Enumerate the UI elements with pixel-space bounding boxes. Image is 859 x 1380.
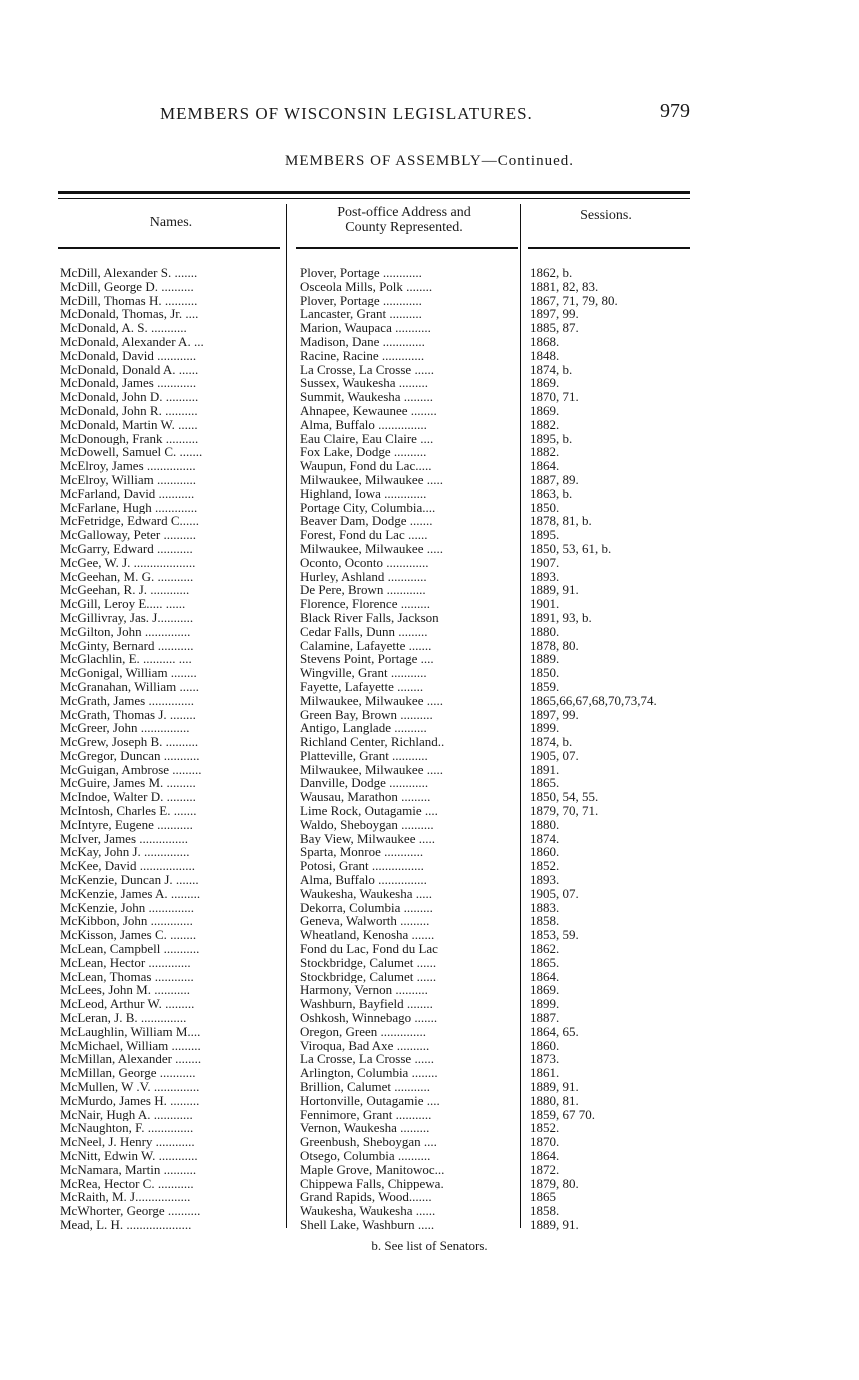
member-name: McKay, John J. .............. [60, 845, 190, 860]
sessions-value: 1859, 67 70. [530, 1107, 595, 1122]
post-office-address: Cedar Falls, Dunn ......... [300, 624, 428, 639]
table-row [58, 1218, 698, 1232]
table-row [58, 528, 698, 542]
sessions-value: 1873. [530, 1052, 560, 1067]
post-office-address: Fennimore, Grant ........... [300, 1107, 432, 1122]
footnote: b. See list of Senators. [371, 1238, 488, 1253]
post-office-address: Portage City, Columbia.... [300, 500, 436, 515]
post-office-address: Alma, Buffalo ............... [300, 873, 427, 887]
top-rule-thick [58, 191, 690, 194]
sessions-value: 1859. [530, 679, 560, 694]
sessions-value: 1889, 91. [530, 1080, 579, 1094]
post-office-address: Wingville, Grant ........... [300, 666, 427, 680]
sessions-value: 1897, 99. [530, 707, 579, 722]
sessions-value: 1889, 91. [530, 583, 579, 598]
table-row [58, 832, 698, 846]
table-row [58, 818, 698, 832]
member-name: McIver, James ............... [60, 831, 189, 846]
member-name: McKenzie, Duncan J. ....... [60, 873, 199, 887]
post-office-address: Greenbush, Sheboygan .... [300, 1135, 437, 1149]
member-name: McGrew, Joseph B. .......... [60, 735, 199, 749]
post-office-address: Milwaukee, Milwaukee ..... [300, 472, 443, 487]
post-office-address: Lime Rock, Outagamie .... [300, 804, 438, 818]
post-office-address: Waukesha, Waukesha ..... [300, 886, 432, 901]
table-row [58, 873, 698, 887]
sessions-value: 1889, 91. [530, 1217, 579, 1232]
sessions-value: 1862, b. [530, 266, 573, 280]
post-office-address: Milwaukee, Milwaukee ..... [300, 541, 443, 556]
member-name: McKenzie, John .............. [60, 900, 194, 915]
post-office-address: Lancaster, Grant .......... [300, 307, 422, 322]
table-row [58, 1121, 698, 1135]
table-row [58, 294, 698, 308]
table-row [58, 611, 698, 625]
member-name: McGuigan, Ambrose ......... [60, 762, 202, 777]
member-name: McMurdo, James H. ......... [60, 1093, 200, 1108]
sessions-value: 1882. [530, 417, 560, 432]
section-title: MEMBERS OF ASSEMBLY—Continued. [285, 153, 574, 169]
member-name: McDonald, David ............ [60, 348, 197, 363]
table-row [58, 735, 698, 749]
sessions-value: 1850, 53, 61, b. [530, 541, 612, 556]
table-row [58, 307, 698, 321]
table-row [58, 956, 698, 970]
sessions-header-underline [528, 247, 690, 249]
table-row [58, 1149, 698, 1163]
member-name: McWhorter, George .......... [60, 1204, 201, 1218]
member-name: McFarland, David ........... [60, 486, 195, 501]
post-office-address: Arlington, Columbia ........ [300, 1066, 438, 1081]
table-row [58, 845, 698, 859]
table-row [58, 570, 698, 584]
member-name: McLean, Hector ............. [60, 955, 191, 970]
member-name: McDonald, James ............ [60, 376, 197, 391]
column-header-post-office [288, 205, 520, 235]
post-office-address: Maple Grove, Manitowoc... [300, 1162, 445, 1177]
member-name: McMillan, George ........... [60, 1066, 196, 1081]
table-row [58, 859, 698, 873]
post-office-address: Sparta, Monroe ............ [300, 845, 424, 860]
table-row [58, 708, 698, 722]
sessions-value: 1889. [530, 652, 560, 667]
member-name: McDill, Thomas H. .......... [60, 293, 198, 308]
table-row [58, 583, 698, 597]
table-row [58, 1025, 698, 1039]
sessions-value: 1869. [530, 376, 560, 391]
table-row [58, 1039, 698, 1053]
sessions-value: 1905, 07. [530, 886, 579, 901]
member-name: McElroy, William ............ [60, 472, 196, 487]
post-office-address: Viroqua, Bad Axe .......... [300, 1038, 430, 1053]
table-row [58, 514, 698, 528]
sessions-value: 1874, b. [530, 735, 573, 749]
post-office-address: Fox Lake, Dodge .......... [300, 445, 427, 460]
sessions-value: 1883. [530, 900, 560, 915]
member-name: McKisson, James C. ........ [60, 928, 197, 943]
table-row [58, 1163, 698, 1177]
post-office-address: Oconto, Oconto ............. [300, 555, 429, 570]
post-office-address: Ahnapee, Kewaunee ........ [300, 403, 437, 418]
table-row [58, 997, 698, 1011]
member-name: McNitt, Edwin W. ............ [60, 1149, 198, 1163]
table-row [58, 776, 698, 790]
running-head [160, 100, 690, 128]
sessions-value: 1895, b. [530, 431, 573, 446]
post-office-address: Summit, Waukesha ......... [300, 390, 434, 404]
sessions-value: 1850. [530, 666, 560, 680]
post-office-address: Brillion, Calumet ........... [300, 1080, 430, 1094]
post-office-address: Black River Falls, Jackson [300, 610, 439, 625]
post-office-address: Forest, Fond du Lac ...... [300, 528, 428, 542]
table-row [58, 280, 698, 294]
table-row [58, 501, 698, 515]
table-row [58, 418, 698, 432]
member-name: McGarry, Edward ........... [60, 541, 193, 556]
post-office-address: Waupun, Fond du Lac..... [300, 459, 432, 473]
column-header-sessions: Sessions. [580, 208, 632, 223]
table-row [58, 597, 698, 611]
post-office-address: La Crosse, La Crosse ...... [300, 362, 434, 377]
column-header-post-line2: County Represented. [345, 220, 463, 235]
member-name: McGregor, Duncan ........... [60, 748, 200, 763]
running-title: MEMBERS OF WISCONSIN LEGISLATURES. [160, 104, 533, 123]
table-row [58, 694, 698, 708]
sessions-value: 1887, 89. [530, 472, 579, 487]
table-row [58, 1094, 698, 1108]
member-name: McKibbon, John ............. [60, 914, 193, 929]
post-office-address: Plover, Portage ............ [300, 266, 422, 280]
post-office-address: Hortonville, Outagamie .... [300, 1093, 440, 1108]
table-row [58, 459, 698, 473]
sessions-value: 1887. [530, 1011, 560, 1025]
post-office-address: Dekorra, Columbia ......... [300, 900, 433, 915]
member-name: McLaughlin, William M.... [60, 1024, 201, 1039]
post-office-address: Chippewa Falls, Chippewa. [300, 1176, 444, 1191]
post-office-address: Otsego, Columbia .......... [300, 1149, 431, 1163]
post-office-address: Geneva, Walworth ......... [300, 914, 430, 929]
post-office-address: Madison, Dane ............. [300, 334, 425, 349]
sessions-value: 1893. [530, 569, 560, 584]
member-name: McDowell, Samuel C. ....... [60, 445, 203, 460]
sessions-value: 1862. [530, 942, 560, 956]
post-office-address: Hurley, Ashland ............ [300, 569, 427, 584]
member-name: McNeel, J. Henry ............ [60, 1135, 195, 1149]
table-row [58, 790, 698, 804]
sessions-value: 1863, b. [530, 486, 573, 501]
member-name: McGonigal, William ........ [60, 666, 197, 680]
member-name: McGrath, James .............. [60, 693, 194, 708]
post-office-address: Oshkosh, Winnebago ....... [300, 1011, 438, 1025]
table-row [58, 901, 698, 915]
member-name: McLeran, J. B. .............. [60, 1011, 187, 1025]
sessions-value: 1878, 80. [530, 638, 579, 653]
member-name: McGill, Leroy E..... ...... [60, 597, 186, 611]
sessions-value: 1852. [530, 859, 560, 874]
sessions-value: 1868. [530, 334, 560, 349]
table-row [58, 763, 698, 777]
sessions-value: 1865. [530, 776, 560, 791]
sessions-value: 1865. [530, 955, 560, 970]
sessions-value: 1891. [530, 762, 560, 777]
member-name: McGeehan, M. G. ........... [60, 569, 194, 584]
table-row [58, 349, 698, 363]
table-row [58, 887, 698, 901]
table-row [58, 625, 698, 639]
sessions-value: 1869. [530, 403, 560, 418]
sessions-value: 1860. [530, 845, 560, 860]
table-row [58, 639, 698, 653]
member-name: McGreer, John ............... [60, 721, 190, 736]
table-row [58, 266, 698, 280]
table-row [58, 363, 698, 377]
member-name: McDonald, Donald A. ...... [60, 362, 199, 377]
sessions-value: 1882. [530, 445, 560, 460]
table-row [58, 1080, 698, 1094]
table-row [58, 1011, 698, 1025]
sessions-value: 1893. [530, 873, 560, 887]
sessions-value: 1865,66,67,68,70,73,74. [530, 693, 657, 708]
sessions-value: 1879, 80. [530, 1176, 579, 1191]
member-name: McDonald, A. S. ........... [60, 321, 187, 335]
post-office-address: Florence, Florence ......... [300, 597, 430, 611]
sessions-value: 1860. [530, 1038, 560, 1053]
table-row [58, 542, 698, 556]
table-row [58, 666, 698, 680]
names-header-underline [58, 247, 280, 249]
post-office-address: Fond du Lac, Fond du Lac [300, 942, 438, 956]
table-row [58, 983, 698, 997]
member-name: McGillivray, Jas. J........... [60, 610, 194, 625]
sessions-value: 1864. [530, 459, 560, 473]
member-name: McMichael, William ......... [60, 1038, 201, 1053]
sessions-value: 1899. [530, 721, 560, 736]
page-number: 979 [660, 100, 690, 122]
member-name: McDonald, John R. .......... [60, 403, 198, 418]
member-name: McGrath, Thomas J. ........ [60, 707, 196, 722]
post-office-address: Harmony, Vernon .......... [300, 983, 428, 998]
member-name: McKenzie, James A. ......... [60, 886, 201, 901]
member-name: McDonald, Alexander A. ... [60, 334, 204, 349]
member-name: McGalloway, Peter .......... [60, 528, 196, 542]
top-rule-thin [58, 198, 690, 199]
post-office-address: Potosi, Grant ................ [300, 859, 424, 874]
post-office-address: Shell Lake, Washburn ..... [300, 1217, 435, 1232]
table-row [58, 390, 698, 404]
member-name: McGinty, Bernard ........... [60, 638, 194, 653]
sessions-value: 1850, 54, 55. [530, 790, 599, 805]
member-name: McLean, Thomas ............ [60, 969, 194, 984]
sessions-value: 1901. [530, 597, 560, 611]
table-row [58, 928, 698, 942]
member-name: McGilton, John .............. [60, 624, 191, 639]
post-office-address: Richland Center, Richland.. [300, 735, 445, 749]
post-office-address: Bay View, Milwaukee ..... [300, 831, 435, 846]
post-office-address: Danville, Dodge ............ [300, 776, 429, 791]
post-office-address: Antigo, Langlade .......... [300, 721, 427, 736]
post-office-address: Eau Claire, Eau Claire .... [300, 431, 434, 446]
post-office-address: Milwaukee, Milwaukee ..... [300, 693, 443, 708]
column-header-post-line1: Post-office Address and [337, 205, 471, 220]
sessions-value: 1878, 81, b. [530, 514, 592, 529]
member-name: McGuire, James M. ......... [60, 776, 196, 791]
member-name: McLees, John M. ........... [60, 983, 190, 998]
sessions-value: 1880. [530, 817, 560, 832]
sessions-value: 1870, 71. [530, 390, 579, 404]
post-office-address: Stevens Point, Portage .... [300, 652, 434, 667]
table-row [58, 1177, 698, 1191]
table-row [58, 1204, 698, 1218]
post-office-address: Fayette, Lafayette ........ [300, 679, 424, 694]
member-name: McDonald, John D. .......... [60, 390, 199, 404]
post-office-address: Waldo, Sheboygan .......... [300, 817, 434, 832]
sessions-value: 1870. [530, 1135, 560, 1149]
member-name: McNair, Hugh A. ............ [60, 1107, 193, 1122]
post-office-address: Wheatland, Kenosha ....... [300, 928, 435, 943]
sessions-value: 1864, 65. [530, 1024, 579, 1039]
table-row [58, 487, 698, 501]
post-office-address: Washburn, Bayfield ........ [300, 997, 433, 1012]
table-row [58, 376, 698, 390]
table-row [58, 556, 698, 570]
post-office-address: Platteville, Grant ........... [300, 748, 428, 763]
post-office-address: Sussex, Waukesha ......... [300, 376, 428, 391]
table-row [58, 1066, 698, 1080]
post-office-address: Stockbridge, Calumet ...... [300, 955, 437, 970]
member-name: McNamara, Martin .......... [60, 1162, 197, 1177]
table-row [58, 432, 698, 446]
sessions-value: 1891, 93, b. [530, 610, 592, 625]
sessions-value: 1864. [530, 1149, 560, 1163]
members-table [58, 266, 698, 1232]
sessions-value: 1879, 70, 71. [530, 804, 599, 818]
sessions-value: 1895. [530, 528, 560, 542]
post-office-address: Beaver Dam, Dodge ....... [300, 514, 433, 529]
sessions-value: 1858. [530, 914, 560, 929]
post-office-address: Osceola Mills, Polk ........ [300, 279, 433, 294]
sessions-value: 1880, 81. [530, 1093, 579, 1108]
member-name: McGee, W. J. ................... [60, 555, 196, 570]
sessions-value: 1905, 07. [530, 748, 579, 763]
post-office-address: Stockbridge, Calumet ...... [300, 969, 437, 984]
sessions-value: 1880. [530, 624, 560, 639]
member-name: McIntosh, Charles E. ....... [60, 804, 197, 818]
post-office-address: Alma, Buffalo ............... [300, 417, 427, 432]
sessions-value: 1867, 71, 79, 80. [530, 293, 618, 308]
member-name: McDonough, Frank .......... [60, 431, 199, 446]
table-row [58, 804, 698, 818]
sessions-value: 1907. [530, 555, 560, 570]
post-office-address: Vernon, Waukesha ......... [300, 1121, 430, 1136]
table-row [58, 404, 698, 418]
sessions-value: 1899. [530, 997, 560, 1012]
sessions-value: 1853, 59. [530, 928, 579, 943]
sessions-value: 1885, 87. [530, 321, 579, 335]
member-name: McRaith, M. J................. [60, 1190, 191, 1205]
sessions-value: 1874. [530, 831, 560, 846]
member-name: McRea, Hector C. ........... [60, 1176, 194, 1191]
member-name: McGranahan, William ...... [60, 679, 199, 694]
table-row [58, 914, 698, 928]
table-row [58, 749, 698, 763]
sessions-value: 1881, 82, 83. [530, 279, 599, 294]
post-office-address: Marion, Waupaca ........... [300, 321, 431, 335]
table-row [58, 1135, 698, 1149]
sessions-value: 1848. [530, 348, 560, 363]
post-office-address: Milwaukee, Milwaukee ..... [300, 762, 443, 777]
member-name: McDonald, Martin W. ...... [60, 417, 198, 432]
post-office-address: Oregon, Green .............. [300, 1024, 426, 1039]
member-name: McDill, George D. .......... [60, 279, 194, 294]
table-row [58, 970, 698, 984]
post-office-address: Waukesha, Waukesha ...... [300, 1204, 436, 1218]
sessions-value: 1864. [530, 969, 560, 984]
table-row [58, 321, 698, 335]
post-header-underline [296, 247, 518, 249]
member-name: McDill, Alexander S. ....... [60, 266, 198, 280]
table-row [58, 721, 698, 735]
member-name: McIntyre, Eugene ........... [60, 817, 193, 832]
member-name: McFarlane, Hugh ............. [60, 500, 198, 515]
post-office-address: La Crosse, La Crosse ...... [300, 1052, 434, 1067]
sessions-value: 1869. [530, 983, 560, 998]
table-row [58, 1190, 698, 1204]
member-name: McIndoe, Walter D. ......... [60, 790, 196, 805]
table-row [58, 652, 698, 666]
sessions-value: 1865 [530, 1190, 556, 1205]
post-office-address: Grand Rapids, Wood....... [300, 1190, 432, 1205]
sessions-value: 1874, b. [530, 362, 573, 377]
table-row [58, 445, 698, 459]
member-name: McLeod, Arthur W. ......... [60, 997, 195, 1012]
table-row [58, 942, 698, 956]
post-office-address: Calamine, Lafayette ....... [300, 638, 432, 653]
sessions-value: 1858. [530, 1204, 560, 1218]
post-office-address: Wausau, Marathon ......... [300, 790, 431, 805]
member-name: McGlachlin, E. .......... .... [60, 652, 192, 667]
sessions-value: 1897, 99. [530, 307, 579, 322]
member-name: McKee, David ................. [60, 859, 196, 874]
column-header-names: Names. [149, 215, 193, 230]
member-name: McLean, Campbell ........... [60, 942, 200, 956]
table-row [58, 1052, 698, 1066]
sessions-value: 1852. [530, 1121, 560, 1136]
member-name: McDonald, Thomas, Jr. .... [60, 307, 199, 322]
member-name: McGeehan, R. J. ............ [60, 583, 190, 598]
table-row [58, 473, 698, 487]
table-row [58, 680, 698, 694]
post-office-address: Plover, Portage ............ [300, 293, 422, 308]
post-office-address: De Pere, Brown ............ [300, 583, 426, 598]
post-office-address: Green Bay, Brown .......... [300, 707, 433, 722]
sessions-value: 1861. [530, 1066, 560, 1081]
post-office-address: Racine, Racine ............. [300, 348, 425, 363]
member-name: McMillan, Alexander ........ [60, 1052, 202, 1067]
sessions-value: 1872. [530, 1162, 560, 1177]
member-name: McElroy, James ............... [60, 459, 196, 473]
member-name: McMullen, W .V. .............. [60, 1080, 200, 1094]
table-row [58, 1108, 698, 1122]
member-name: Mead, L. H. .................... [60, 1217, 192, 1232]
member-name: McNaughton, F. .............. [60, 1121, 194, 1136]
sessions-value: 1850. [530, 500, 560, 515]
member-name: McFetridge, Edward C...... [60, 514, 200, 529]
post-office-address: Highland, Iowa ............. [300, 486, 427, 501]
table-row [58, 335, 698, 349]
